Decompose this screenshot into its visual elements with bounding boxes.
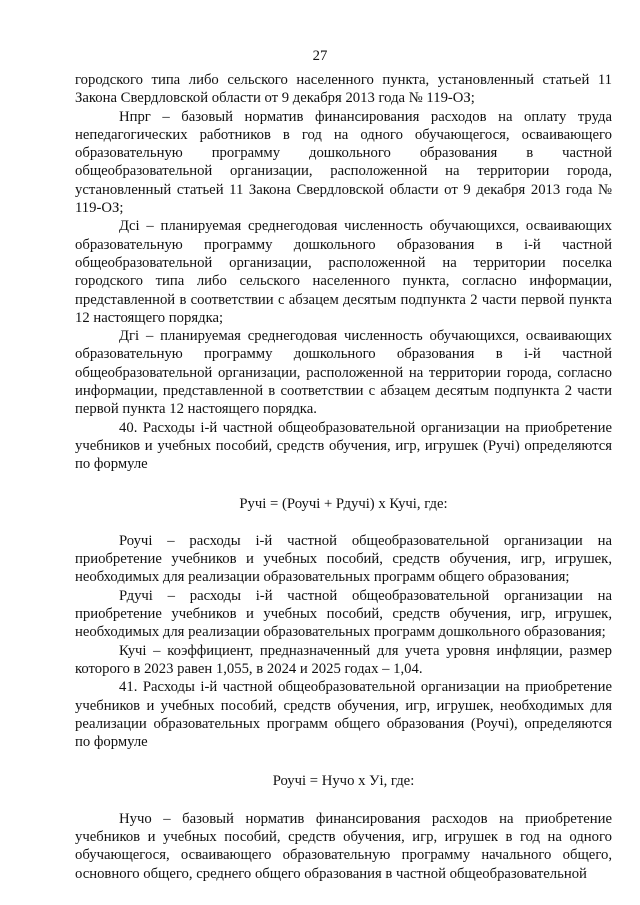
spacer bbox=[75, 751, 612, 772]
paragraph-rduchi-definition: Рдучі – расходы і-й частной общеобразовательной организации на приобретение учебников и учебных пособий, средств обучения, игр, игрушек, необходимых для реализации образовательных программ дошкольного образования; bbox=[75, 587, 612, 641]
page-number: 27 bbox=[312, 48, 328, 64]
paragraph-dsi-rural-count: Дсі – планируемая среднегодовая численность обучающихся, осваивающих образовательную программу дошкольного образования в і-й частной общеобразовательной организации, расположенной на территории поселка городского типа либо сельского населенного пункта, согласно информации, представленной в соответствии с абзацем десятым подпункта 2 части первой пункта 12 настоящего порядка; bbox=[75, 218, 612, 326]
paragraph-npr-city-norm: Нпрг – базовый норматив финансирования расходов на оплату труда непедагогических работников в год на одного обучающегося, осваивающего образовательную программу дошкольного образования в частной общеобразовательной организации, расположенной на территории города, установленный статьей 11 Закона Свердловской области от 9 декабря 2013 года № 119-ОЗ; bbox=[75, 108, 612, 217]
paragraph-rouchi-definition: Роучі – расходы і-й частной общеобразовательной организации на приобретение учебников и учебных пособий, средств обучения, игр, игрушек, необходимых для реализации образовательных программ общего образования; bbox=[75, 532, 612, 586]
paragraph-dgi-city-count: Дгі – планируемая среднегодовая численность обучающихся, осваивающих образовательную программу дошкольного образования в і-й частной общеобразовательной организации, расположенной на территории города, согласно информации, представленной в соответствии с абзацем десятым подпункта 2 части первой пункта 12 настоящего порядка. bbox=[75, 328, 612, 418]
spacer bbox=[75, 513, 612, 532]
paragraph-41-general-education-expenses: 41. Расходы і-й частной общеобразовательной организации на приобретение учебников и учебных пособий, средств обучения, игр, игрушек, необходимых для реализации образовательных программ общего образования (Роучі), определяются по формуле bbox=[75, 679, 612, 751]
formula-rouchi: Роучі = Нучо х Уі, где: bbox=[272, 773, 415, 790]
spacer bbox=[75, 474, 612, 495]
paragraph-40-textbook-expenses: 40. Расходы і-й частной общеобразовательной организации на приобретение учебников и учебных пособий, средств обучения, игр, игрушек (Ручі) определяются по формуле bbox=[75, 419, 612, 473]
paragraph-continuation-settlement: городского типа либо сельского населенного пункта, установленный статьей 11 Закона Свердловской области от 9 декабря 2013 года № 119-ОЗ; bbox=[75, 72, 612, 107]
document-body bbox=[75, 71, 612, 883]
paragraph-nucho-definition: Нучо – базовый норматив финансирования расходов на приобретение учебников и учебных пособий, средств обучения, игр, игрушек в год на одного обучающегося, осваивающего образовательную программу начального общего, основного общего, среднего общего образования в частной общеобразовательной bbox=[75, 810, 612, 882]
paragraph-kuchi-definition: Кучі – коэффициент, предназначенный для учета уровня инфляции, размер которого в 2023 равен 1,055, в 2024 и 2025 годах – 1,04. bbox=[75, 642, 612, 677]
formula-ruchi: Ручі = (Роучі + Рдучі) х Кучі, где: bbox=[239, 495, 448, 512]
spacer bbox=[75, 791, 612, 810]
